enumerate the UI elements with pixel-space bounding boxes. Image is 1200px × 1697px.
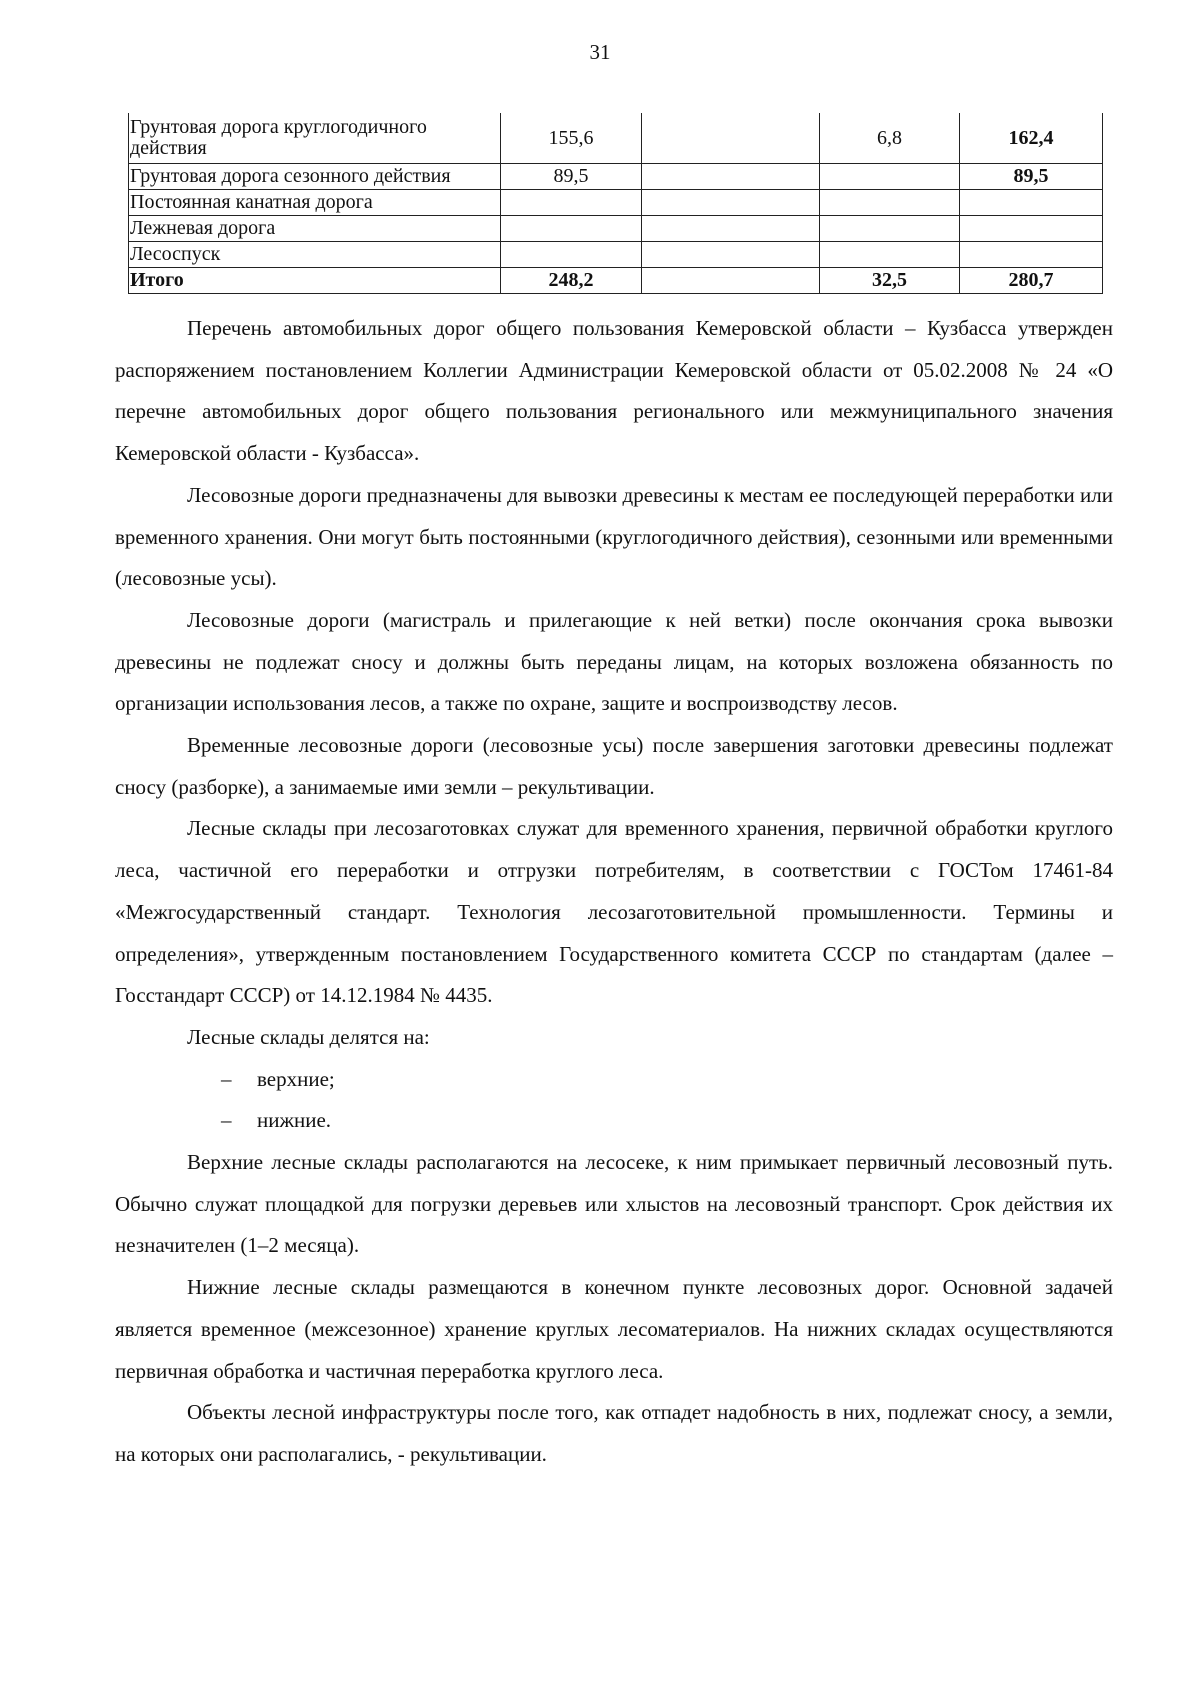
row-name: Грунтовая дорога сезонного действия (129, 164, 501, 190)
cell-value (820, 164, 960, 190)
cell-value: 155,6 (501, 113, 642, 164)
table-row (129, 113, 1103, 164)
cell-value (642, 268, 820, 294)
cell-total: 162,4 (960, 113, 1103, 164)
cell-value (642, 164, 820, 190)
paragraph: Перечень автомобильных дорог общего пользования Кемеровской области – Кузбасса утвержден распоряжением постановлением Коллегии Администрации Кемеровской области от 05.02.2008 № 24 «О перечне автомобильных дорог общего пользования регионального или межмуниципального значения Кемеровской области - Кузбасса». (115, 316, 1113, 466)
paragraph: Временные лесовозные дороги (лесовозные усы) после завершения заготовки древесины подлежат сносу (разборке), а занимаемые ими земли – рекультивации. (115, 733, 1113, 799)
paragraph: Верхние лесные склады располагаются на лесосеке, к ним примыкает первичный лесовозный путь. Обычно служат площадкой для погрузки деревьев или хлыстов на лесовозный транспорт. Срок действия их незначителен (1–2 месяца). (115, 1150, 1113, 1258)
paragraph: Нижние лесные склады размещаются в конечном пункте лесовозных дорог. Основной задачей является временное (межсезонное) хранение круглых лесоматериалов. На нижних складах осуществляются первичная обработка и частичная переработка круглого леса. (115, 1275, 1113, 1383)
cell-total (960, 242, 1103, 268)
row-name: Итого (129, 268, 501, 294)
paragraph: Лесные склады делятся на: (187, 1024, 430, 1049)
list-item (115, 1059, 1113, 1101)
table-row (129, 164, 1103, 190)
cell-value (501, 216, 642, 242)
cell-value (820, 242, 960, 268)
cell-value (820, 190, 960, 216)
list-item (115, 1100, 1113, 1142)
list-item-text: нижние. (257, 1108, 332, 1133)
table-row (129, 216, 1103, 242)
cell-total (960, 190, 1103, 216)
list-item-text: верхние; (257, 1066, 335, 1091)
cell-value (501, 242, 642, 268)
body-text (115, 308, 1113, 1476)
page-number: 31 (589, 40, 611, 64)
cell-total (960, 216, 1103, 242)
list-dash: – (221, 1066, 232, 1091)
row-name: Лежневая дорога (129, 216, 501, 242)
table-row (129, 242, 1103, 268)
cell-value: 89,5 (501, 164, 642, 190)
cell-value (820, 216, 960, 242)
paragraph: Объекты лесной инфраструктуры после того, как отпадет надобность в них, подлежат сносу, а земли, на которых они располагались, - рекультивации. (115, 1400, 1113, 1466)
paragraph: Лесные склады при лесозаготовках служат для временного хранения, первичной обработки круглого леса, частичной его переработки и отгрузки потребителям, в соответствии с ГОСТом 17461-84 «Межгосударственный стандарт. Технология лесозаготовительной промышленности. Термины и определения», утвержденным постановлением Государственного комитета СССР по стандартам (далее – Госстандарт СССР) от 14.12.1984 № 4435. (115, 816, 1113, 1008)
paragraph: Лесовозные дороги (магистраль и прилегающие к ней ветки) после окончания срока вывозки древесины не подлежат сносу и должны быть переданы лицам, на которых возложена обязанность по организации использования лесов, а также по охране, защите и воспроизводству лесов. (115, 607, 1113, 716)
cell-total: 89,5 (960, 164, 1103, 190)
cell-value (642, 216, 820, 242)
cell-value: 6,8 (820, 113, 960, 164)
cell-value: 32,5 (820, 268, 960, 294)
row-name: Лесоспуск (129, 242, 501, 268)
roads-table (128, 113, 1103, 294)
cell-value: 248,2 (501, 268, 642, 294)
row-name: Грунтовая дорога круглогодичного действия (129, 113, 501, 164)
cell-total: 280,7 (960, 268, 1103, 294)
table-row-total (129, 268, 1103, 294)
paragraph: Лесовозные дороги предназначены для вывозки древесины к местам ее последующей переработки или временного хранения. Они могут быть постоянными (круглогодичного действия), сезонными или временными (лесовозные усы). (115, 482, 1113, 591)
table-row (129, 190, 1103, 216)
list-dash: – (221, 1108, 232, 1133)
cell-value (642, 242, 820, 268)
cell-value (501, 190, 642, 216)
cell-value (642, 113, 820, 164)
row-name: Постоянная канатная дорога (129, 190, 501, 216)
cell-value (642, 190, 820, 216)
